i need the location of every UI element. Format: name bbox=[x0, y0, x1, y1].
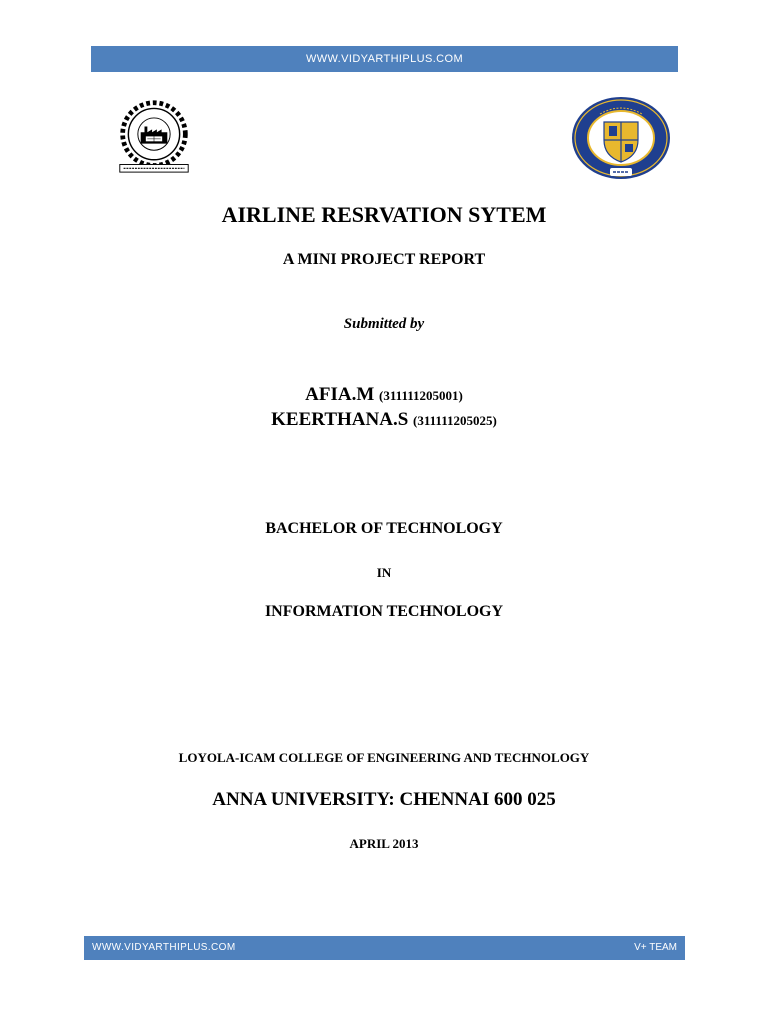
report-title: AIRLINE RESRVATION SYTEM bbox=[221, 202, 547, 227]
report-subtitle: A MINI PROJECT REPORT bbox=[282, 251, 486, 268]
report-date: APRIL 2013 bbox=[349, 836, 419, 851]
student-2 bbox=[0, 409, 768, 431]
header-website-link[interactable]: WWW.VIDYARTHIPLUS.COM bbox=[305, 53, 464, 65]
branch-name: INFORMATION TECHNOLOGY bbox=[264, 603, 504, 620]
footer-banner bbox=[84, 936, 685, 960]
licet-logo bbox=[570, 96, 672, 180]
student-name: KEERTHANA.S bbox=[271, 409, 409, 430]
student-name: AFIA.M bbox=[305, 384, 375, 405]
header-banner bbox=[91, 46, 678, 72]
student-reg-number: (311111205001) bbox=[379, 388, 463, 403]
university-name: ANNA UNIVERSITY: CHENNAI 600 025 bbox=[212, 789, 556, 810]
anna-university-logo bbox=[116, 98, 192, 174]
footer-website-link[interactable]: WWW.VIDYARTHIPLUS.COM bbox=[92, 942, 236, 953]
footer-team-label: V+ TEAM bbox=[634, 942, 677, 953]
college-name: LOYOLA-ICAM COLLEGE OF ENGINEERING AND TECHNOLOGY bbox=[178, 750, 590, 765]
student-reg-number: (311111205025) bbox=[413, 413, 497, 428]
degree-name: BACHELOR OF TECHNOLOGY bbox=[265, 520, 503, 537]
in-label: IN bbox=[376, 565, 392, 580]
submitted-by-label: Submitted by bbox=[343, 316, 425, 332]
student-1 bbox=[0, 384, 768, 406]
